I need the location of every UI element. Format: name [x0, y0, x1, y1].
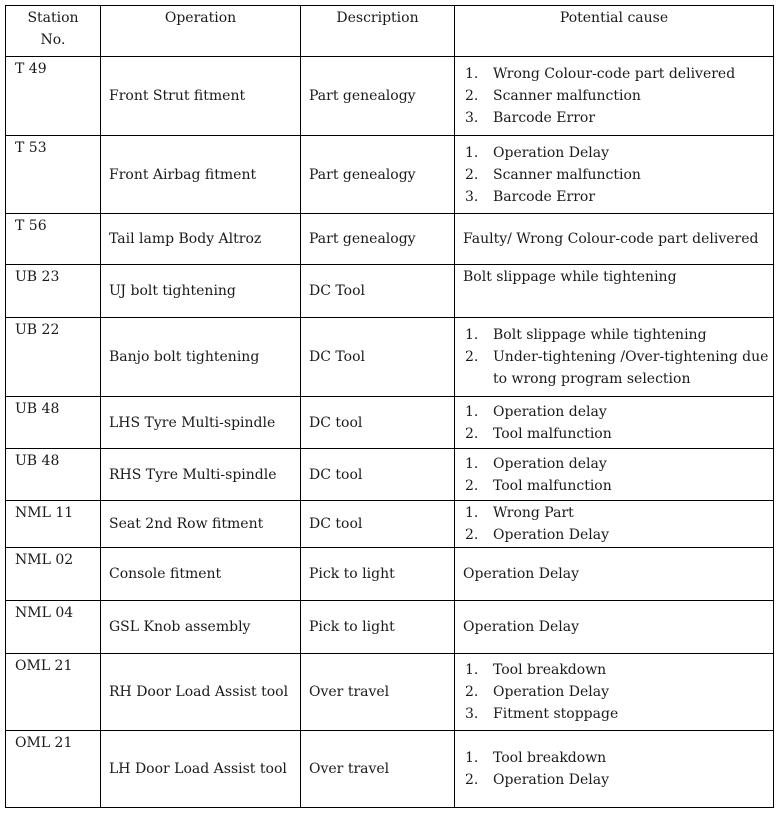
cause-text: Operation Delay — [493, 772, 610, 788]
operation-cell: Front Strut fitment — [101, 57, 301, 136]
cause-list-item — [463, 475, 771, 497]
description-cell: Over travel — [301, 654, 455, 731]
table-row — [6, 731, 774, 808]
cause-text: Operation Delay — [493, 144, 610, 161]
description-cell: DC Tool — [301, 265, 455, 318]
station-cell: NML 11 — [6, 501, 101, 548]
operation-cell: GSL Knob assembly — [101, 601, 301, 654]
cause-number: 1. — [465, 750, 479, 766]
operation-cell: RHS Tyre Multi-spindle — [101, 449, 301, 501]
station-cell: OML 21 — [6, 731, 101, 808]
cause-list-item — [463, 769, 771, 791]
cause-text: Tool malfunction — [493, 425, 612, 442]
cause-list — [463, 142, 771, 208]
cause-list-item — [463, 63, 771, 85]
cause-text: Barcode Error — [493, 110, 596, 126]
station-cell: UB 22 — [6, 318, 101, 397]
cause-text: Tool breakdown — [493, 662, 607, 678]
table-row — [6, 318, 774, 397]
cause-text: Operation Delay — [463, 566, 580, 582]
operation-cell: RH Door Load Assist tool — [101, 654, 301, 731]
cause-number: 2. — [465, 349, 479, 365]
description-cell: DC tool — [301, 397, 455, 449]
cause-number: 1. — [465, 403, 479, 420]
cause-list-item — [463, 502, 771, 524]
cause-text: Operation Delay — [463, 619, 580, 635]
table-row — [6, 57, 774, 136]
cause-list-item — [463, 142, 771, 164]
cause-number: 1. — [465, 662, 479, 678]
cause-list — [463, 453, 771, 497]
operation-cell: Banjo bolt tightening — [101, 318, 301, 397]
description-cell: Part genealogy — [301, 57, 455, 136]
station-cell: NML 04 — [6, 601, 101, 654]
cause-number: 2. — [465, 477, 479, 494]
header-station — [6, 6, 101, 57]
station-cell: T 53 — [6, 136, 101, 214]
header-station-line: Station — [27, 10, 79, 26]
cause-list-item — [463, 85, 771, 107]
cause-text: Wrong Part — [493, 505, 574, 521]
cause-number: 1. — [465, 505, 479, 521]
cause-cell — [455, 318, 774, 397]
cause-text: Wrong Colour-code part delivered — [493, 66, 736, 82]
cause-list — [463, 324, 771, 390]
description-cell: DC Tool — [301, 318, 455, 397]
table-row — [6, 397, 774, 449]
cause-text: Bolt slippage while tightening — [493, 327, 707, 343]
cause-list-item — [463, 401, 771, 423]
cause-list-item — [463, 681, 771, 703]
cause-cell — [455, 57, 774, 136]
cause-list-item — [463, 524, 771, 546]
header-operation: Operation — [101, 6, 301, 57]
cause-list — [463, 502, 771, 546]
cause-list — [463, 401, 771, 445]
cause-cell — [455, 136, 774, 214]
operation-cell: Front Airbag fitment — [101, 136, 301, 214]
cause-number: 2. — [465, 166, 479, 183]
cause-list — [463, 63, 771, 129]
table-row — [6, 265, 774, 318]
table-row — [6, 601, 774, 654]
cause-list-item — [463, 747, 771, 769]
cause-number: 2. — [465, 684, 479, 700]
cause-text: Scanner malfunction — [493, 166, 641, 183]
station-cell: T 49 — [6, 57, 101, 136]
cause-number: 1. — [465, 455, 479, 472]
header-row — [6, 6, 774, 57]
cause-cell — [455, 265, 774, 318]
cause-cell — [455, 501, 774, 548]
cause-cell — [455, 449, 774, 501]
cause-list-item — [463, 186, 771, 208]
cause-number: 3. — [465, 188, 479, 205]
cause-text: Operation delay — [493, 455, 607, 472]
description-cell: DC tool — [301, 501, 455, 548]
cause-text: Faulty/ Wrong Colour-code part delivered — [463, 231, 759, 247]
station-cell: NML 02 — [6, 548, 101, 601]
cause-number: 1. — [465, 327, 479, 343]
cause-number: 1. — [465, 66, 479, 82]
cause-number: 2. — [465, 425, 479, 442]
cause-list — [463, 659, 771, 725]
cause-cell — [455, 214, 774, 265]
cause-cell — [455, 397, 774, 449]
table-row — [6, 654, 774, 731]
cause-list — [463, 747, 771, 791]
header-station-line: No. — [40, 32, 66, 48]
cause-cell — [455, 601, 774, 654]
cause-list-item — [463, 324, 771, 346]
description-cell: DC tool — [301, 449, 455, 501]
table-body — [6, 57, 774, 808]
cause-text: Scanner malfunction — [493, 88, 641, 104]
cause-text: Barcode Error — [493, 188, 596, 205]
cause-number: 2. — [465, 772, 479, 788]
cause-cell — [455, 731, 774, 808]
table-wrapper — [5, 5, 774, 808]
cause-list-item — [463, 423, 771, 445]
cause-list-item — [463, 164, 771, 186]
operation-cell: Console fitment — [101, 548, 301, 601]
header-cause: Potential cause — [455, 6, 774, 57]
cause-text: Operation delay — [493, 403, 607, 420]
table-row — [6, 501, 774, 548]
cause-cell — [455, 654, 774, 731]
cause-text: Tool malfunction — [493, 477, 612, 494]
cause-number: 1. — [465, 144, 479, 161]
description-cell: Pick to light — [301, 601, 455, 654]
table-row — [6, 548, 774, 601]
table-row — [6, 214, 774, 265]
cause-list-item — [463, 346, 771, 390]
station-cell: UB 23 — [6, 265, 101, 318]
cause-text: Bolt slippage while tightening — [463, 269, 677, 285]
cause-text: Tool breakdown — [493, 750, 607, 766]
description-cell: Over travel — [301, 731, 455, 808]
cause-list-item — [463, 453, 771, 475]
cause-cell — [455, 548, 774, 601]
station-cell: UB 48 — [6, 397, 101, 449]
station-cell: UB 48 — [6, 449, 101, 501]
station-cell: T 56 — [6, 214, 101, 265]
cause-text: Operation Delay — [493, 527, 610, 543]
cause-list-item — [463, 703, 771, 725]
cause-list-item — [463, 107, 771, 129]
operation-cell: LH Door Load Assist tool — [101, 731, 301, 808]
cause-number: 2. — [465, 88, 479, 104]
station-cell: OML 21 — [6, 654, 101, 731]
operation-cell: LHS Tyre Multi-spindle — [101, 397, 301, 449]
operation-cell: Seat 2nd Row fitment — [101, 501, 301, 548]
cause-number: 2. — [465, 527, 479, 543]
cause-text: Under-tightening /Over-tightening due to wrong program selection — [493, 349, 769, 387]
table-row — [6, 136, 774, 214]
description-cell: Part genealogy — [301, 214, 455, 265]
cause-text: Fitment stoppage — [493, 706, 619, 722]
description-cell: Pick to light — [301, 548, 455, 601]
cause-number: 3. — [465, 706, 479, 722]
cause-number: 3. — [465, 110, 479, 126]
cause-text: Operation Delay — [493, 684, 610, 700]
operation-cell: Tail lamp Body Altroz — [101, 214, 301, 265]
header-description: Description — [301, 6, 455, 57]
operation-cell: UJ bolt tightening — [101, 265, 301, 318]
station-cause-table — [5, 5, 774, 808]
cause-list-item — [463, 659, 771, 681]
description-cell: Part genealogy — [301, 136, 455, 214]
table-row — [6, 449, 774, 501]
